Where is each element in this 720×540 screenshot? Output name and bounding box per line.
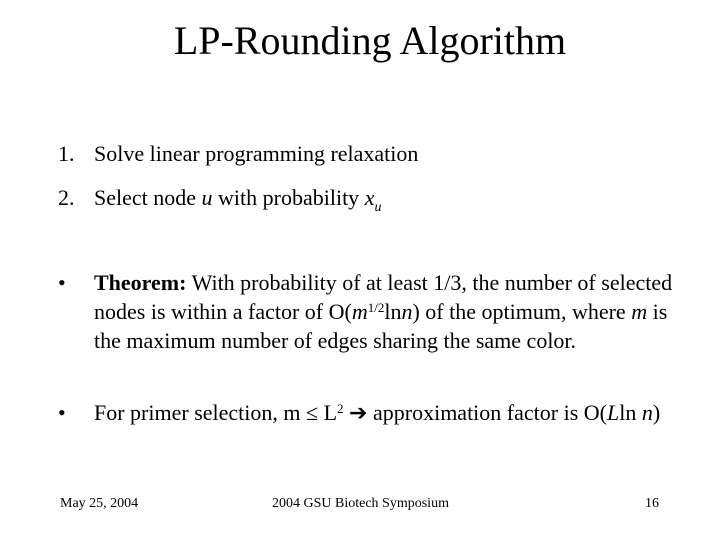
- theorem-text-3: is the maximum number of edges sharing the same color.: [94, 299, 668, 353]
- primer-ln: ln: [619, 400, 642, 425]
- footer-event: 2004 GSU Biotech Symposium: [272, 496, 449, 511]
- step-1: [58, 140, 418, 168]
- step-2-var-u: u: [201, 185, 213, 210]
- step-2-var-x-sub: u: [374, 200, 382, 215]
- bullet-theorem-text: [94, 268, 698, 355]
- bullet-dot: •: [58, 400, 66, 425]
- footer-date: May 25, 2004: [60, 496, 139, 511]
- bullet-dot: •: [58, 270, 66, 295]
- step-1-text: Solve linear programming relaxation: [94, 141, 419, 166]
- arrow-icon: ➔: [349, 400, 368, 425]
- theorem-text-2: ) of the optimum, where: [412, 299, 632, 324]
- bullet-primer: [58, 398, 698, 427]
- primer-var-n: n: [641, 400, 653, 425]
- theorem-var-m: m: [351, 299, 368, 324]
- bullet-primer-text: [94, 398, 698, 427]
- slide-title: LP-Rounding Algorithm: [173, 18, 567, 63]
- theorem-var-n: n: [401, 299, 413, 324]
- primer-exponent: 2: [337, 401, 344, 416]
- step-2-var-x: x: [364, 185, 375, 210]
- theorem-var-m-2: m: [631, 299, 648, 324]
- step-2-number: 2.: [58, 185, 75, 210]
- theorem-ln: ln: [384, 299, 402, 324]
- primer-text-4: ): [652, 400, 661, 425]
- step-2-text-before: Select node: [94, 185, 202, 210]
- primer-text-3: approximation factor is O(: [367, 400, 607, 425]
- leq-symbol: ≤: [306, 400, 319, 425]
- theorem-exponent: 1/2: [367, 300, 385, 315]
- primer-var-L: L: [606, 400, 620, 425]
- theorem-label: Theorem:: [94, 270, 187, 295]
- theorem-text-1: With probability of at least 1/3, the number of selected nodes is within a factor of O(: [94, 270, 673, 324]
- step-2: [58, 184, 382, 215]
- step-1-number: 1.: [58, 141, 75, 166]
- footer-page-number: 16: [645, 496, 659, 511]
- step-2-text-mid: with probability: [212, 185, 365, 210]
- bullet-theorem: [58, 268, 698, 355]
- primer-text-1: For primer selection, m: [94, 400, 307, 425]
- primer-text-2: L: [318, 400, 338, 425]
